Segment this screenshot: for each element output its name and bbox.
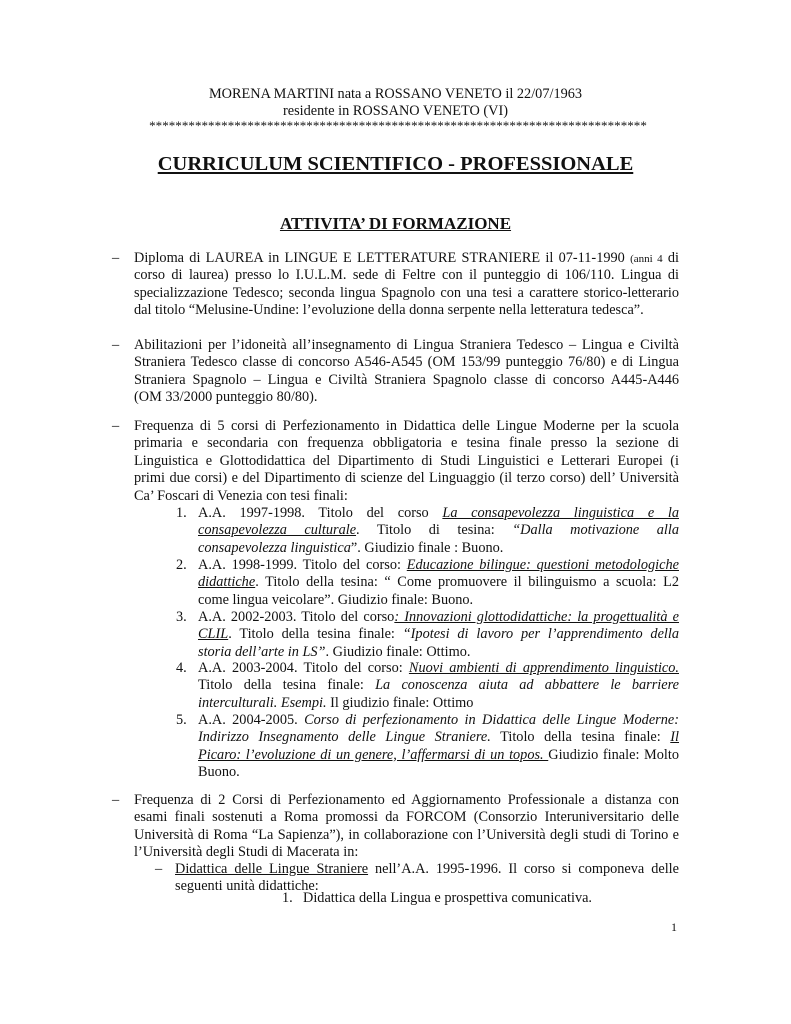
text-line: [198, 677, 679, 694]
course-item: [198, 505, 679, 557]
text-line: [175, 861, 679, 878]
paragraph-laurea: [134, 250, 679, 320]
paragraph-forcom: [134, 792, 679, 862]
text-line: [198, 644, 679, 661]
course-title: Corso di perfezionamento in Didattica delle Lingue Moderne:: [304, 712, 679, 728]
bullet-dash: –: [112, 792, 120, 808]
text-line: corso di laurea) presso lo I.U.L.M. sede di Feltre con il punteggio di 106/110. Lingua di: [134, 267, 679, 284]
text-segment: (anni 4: [630, 253, 663, 265]
course-item: [198, 712, 679, 782]
text-line: [198, 540, 679, 557]
text-segment: Il giudizio finale: Ottimo: [326, 694, 474, 711]
thesis-title: Il: [670, 729, 679, 746]
thesis-title: consapevolezza linguistica: [198, 539, 351, 556]
thesis-title: interculturali. Esempi.: [198, 694, 327, 711]
list-number: 1.: [176, 505, 187, 521]
course-title: consapevolezza culturale: [198, 522, 357, 539]
text-line: [198, 522, 679, 539]
header-residence-line: residente in ROSSANO VENETO (VI): [282, 103, 509, 119]
text-line: come lingua veicolare”. Giudizio finale: Buono.: [198, 591, 474, 608]
text-line: esami finali sostenuti a Roma promossi da FORCOM (Consorzio Interuniversitario delle: [134, 809, 679, 826]
text-segment: A.A. 2003-2004. Titolo del corso:: [198, 660, 409, 676]
text-segment: . Titolo di tesina:: [356, 522, 513, 539]
section-title: ATTIVITA’ DI FORMAZIONE: [279, 214, 512, 233]
text-segment: Titolo della tesina finale:: [490, 729, 671, 746]
text-line: Frequenza di 5 corsi di Perfezionamento in Didattica delle Lingue Moderne per la scuola: [134, 418, 679, 434]
paragraph-abilitazioni: [134, 337, 679, 407]
course-title: : Innovazioni glottodidattiche: la progettualità e: [394, 609, 679, 625]
text-segment: A.A. 1997-1998. Titolo del corso: [198, 505, 443, 521]
thesis-title: “Ipotesi di lavoro per l’apprendimento della: [402, 626, 680, 643]
text-line: Università di Roma “La Sapienza”), in collaborazione con l’Università degli studi di Torino e: [134, 826, 679, 843]
text-line: Ca’ Foscari di Venezia con tesi finali:: [134, 487, 348, 504]
text-line: [198, 626, 679, 643]
text-segment: . Giudizio finale: Ottimo.: [325, 643, 471, 660]
course-title: didattiche: [198, 574, 256, 591]
header-separator: ****************************************************************************: [149, 118, 647, 133]
text-segment: . Titolo della tesina finale:: [228, 626, 403, 643]
text-line: Linguistica e Glottodidattica del Dipartimento di Studi Linguistici e Letterari Europei (i: [134, 452, 679, 469]
text-segment: A.A. 1998-1999. Titolo del corso:: [198, 557, 407, 573]
text-line: dal titolo “Melusine-Undine: l’evoluzione della donna serpente nella letteratura tedesca”.: [134, 302, 644, 319]
text-segment: A.A. 2002-2003. Titolo del corso: [198, 609, 395, 625]
list-number: 4.: [176, 660, 187, 676]
text-line: primi due corsi) e del Dipartimento di scienze del Linguaggio (il terzo corso) dell’ Università: [134, 470, 679, 487]
list-number: 2.: [176, 557, 187, 573]
paragraph-perfezionamento: [134, 418, 679, 505]
course-title: Indirizzo Insegnamento delle Lingue Straniere.: [198, 729, 491, 746]
text-line: [198, 574, 679, 591]
text-line: Straniera Spagnolo – Lingua e Civiltà Straniera Spagnolo classe di concorso A445-A446: [134, 371, 679, 388]
text-line: [134, 250, 679, 267]
text-line: Frequenza di 2 Corsi di Perfezionamento ed Aggiornamento Professionale a distanza con: [134, 792, 679, 808]
course-title: Nuovi ambienti di apprendimento linguistico.: [408, 660, 679, 676]
list-number: 5.: [176, 712, 187, 728]
text-segment: Diploma di LAUREA in LINGUE E LETTERATURE STRANIERE il 07-11-1990: [134, 250, 631, 266]
text-line: l’Università degli Studi di Macerata in:: [134, 844, 359, 861]
thesis-title: “Dalla motivazione alla: [512, 522, 680, 539]
text-line: [198, 609, 679, 626]
list-number: 1.: [282, 890, 293, 906]
text-segment: . Titolo della tesina: “ Come promuovere il bilinguismo a scuola: L2: [255, 574, 679, 591]
document-title: CURRICULUM SCIENTIFICO - PROFESSIONALE: [157, 153, 634, 175]
course-title: Educazione bilingue: questioni metodologiche: [406, 557, 679, 573]
thesis-title: storia dell’arte in LS”: [198, 643, 326, 660]
text-line: primaria e secondaria con frequenza obbligatoria e tesina finale presso la sezione di: [134, 435, 679, 452]
page-number: 1: [671, 920, 677, 934]
text-segment: di: [662, 250, 679, 266]
text-line: [198, 557, 679, 574]
text-line: (OM 33/2000 punteggio 80/80).: [134, 389, 318, 406]
text-line: [198, 747, 679, 764]
text-segment: Giudizio finale: Molto: [548, 746, 679, 763]
text-line: Straniera Tedesco classe di concorso A546-A545 (OM 153/99 punteggio 76/80) e di Lingua: [134, 354, 679, 371]
course-title: Didattica delle Lingue Straniere: [175, 861, 369, 877]
text-line: specializzazione Tedesco; seconda lingua Spagnolo con una tesi a carattere storico-letterario: [134, 284, 679, 301]
list-number: 3.: [176, 609, 187, 625]
bullet-dash: –: [112, 418, 120, 434]
course-title: CLIL: [198, 626, 229, 643]
text-line: [198, 729, 679, 746]
text-line: Buono.: [198, 764, 240, 781]
text-line: [198, 695, 679, 712]
text-line: seguenti unità didattiche:: [175, 878, 319, 895]
thesis-title: La conoscenza aiuta ad abbattere le barriere: [375, 677, 680, 694]
text-segment: A.A. 2004-2005.: [198, 712, 305, 728]
header-name-line: MORENA MARTINI nata a ROSSANO VENETO il 22/07/1963: [208, 86, 583, 102]
bullet-dash: –: [112, 250, 120, 266]
text-segment: Titolo della tesina finale:: [198, 677, 376, 694]
text-line: Abilitazioni per l’idoneità all’insegnamento di Lingua Straniera Tedesco – Lingua e Civiltà: [134, 337, 679, 353]
course-item: [198, 660, 679, 712]
bullet-dash: –: [112, 337, 120, 353]
course-title: La consapevolezza linguistica e la: [442, 505, 679, 521]
course-item: [198, 609, 679, 661]
thesis-title: Picaro: l’evoluzione di un genere, l’affermarsi di un topos.: [198, 746, 549, 763]
text-line: [198, 660, 679, 677]
sub-bullet-dash: –: [155, 861, 163, 877]
course-item: [198, 557, 679, 609]
unit-item: Didattica della Lingua e prospettiva comunicativa.: [303, 890, 593, 906]
text-line: [198, 712, 679, 729]
text-segment: nell’A.A. 1995-1996. Il corso si componeva delle: [368, 861, 679, 877]
text-line: [198, 505, 679, 522]
text-segment: ”. Giudizio finale : Buono.: [350, 539, 504, 556]
